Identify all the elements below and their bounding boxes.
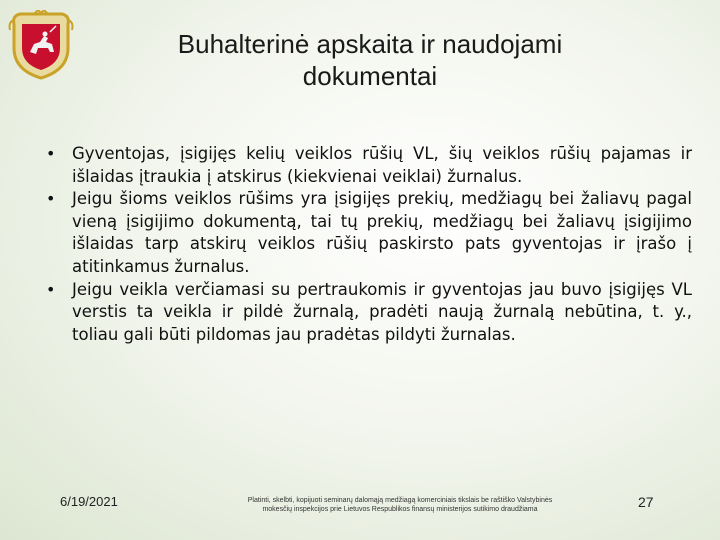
slide-title [90, 28, 650, 92]
footer-note-line-2: mokesčių inspekcijos prie Lietuvos Respublikos finansų ministerijos sutikimo draudžiama [262, 506, 538, 513]
bullet-list [40, 143, 692, 346]
bullet-text: Gyventojas, įsigijęs kelių veiklos rūšių VL, šių veiklos rūšių pajamas ir išlaidas įtraukia į atskirus (kiekvienai veiklai) žurnalus. [72, 144, 692, 186]
bullet-item [40, 188, 692, 278]
page-number: 27 [638, 494, 654, 510]
bullet-item [40, 143, 692, 188]
bullet-dot-icon: • [46, 144, 56, 163]
bullet-dot-icon: • [46, 279, 56, 299]
footer-copyright-note [190, 496, 610, 514]
footer-note-line-1: Platinti, skelbti, kopijuoti seminarų dalomąją medžiagą komerciniais tikslais be raštiško Valstybinės [247, 497, 553, 504]
footer-date: 6/19/2021 [60, 494, 118, 509]
slide-title-line-1: Buhalterinė apskaita ir naudojami [177, 29, 563, 59]
bullet-item [40, 279, 692, 347]
bullet-text: Jeigu veikla verčiamasi su pertraukomis ir gyventojas jau buvo įsigijęs VL verstis ta veikla ir pildė žurnalą, pradėti naują žurnalą nebūtina, t. y., toliau gali būti pildomas jau pradėtas pildyti žurnalas. [72, 279, 692, 344]
slide-title-line-2: dokumentai [302, 61, 438, 91]
bullet-text: Jeigu šioms veiklos rūšims yra įsigijęs prekių, medžiagų bei žaliavų pagal vieną įsigijimo dokumentą, tai tų prekių, medžiagų bei žaliavų įsigijimo išlaidas tarp atskirų veiklos rūšių paskirsto pats gyventojas ir įrašo į atitinkamus žurnalus. [72, 189, 692, 276]
bullet-dot-icon: • [46, 189, 56, 209]
vmi-coat-of-arms-logo [8, 10, 74, 82]
